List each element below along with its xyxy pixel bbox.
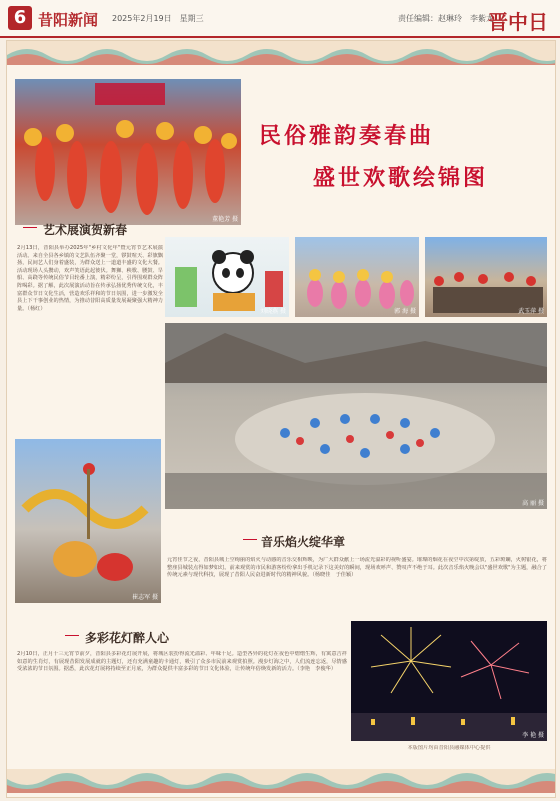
feature-frame xyxy=(6,40,556,798)
photo-credit: 高 丽 摄 xyxy=(522,500,544,507)
article-heading: 音乐焰火绽华章 xyxy=(261,535,346,549)
photo-credit: 武玉萍 摄 xyxy=(518,308,544,315)
bottom-wave-band xyxy=(7,769,555,793)
photo-credit: 李 艳 摄 xyxy=(522,732,544,739)
feature-title-line1: 民俗雅韵奏春曲 xyxy=(259,123,435,149)
section-title: 昔阳新闻 xyxy=(38,11,99,29)
masthead-logo: 晋中日 xyxy=(488,10,548,34)
page-header xyxy=(0,0,560,38)
article-body: 2月10日，正月十三元宵节前夕，昔阳县多彩花灯展开展，将城区装扮得流光溢彩、年味十足。造型各异的花灯在夜色中熠熠生辉，有寓意吉祥如意的生肖灯，有展现昔阳发展成就的主题灯，还有充满童趣的卡通灯，吸引了众多市民前来观赏拍照。漫步灯海之中，人们流连忘返，尽情感受浓浓的节日氛围。据悉，此次花灯展将持续至正月底，为群众提供丰富多彩的节日文化体验，让传统年俗焕发新的活力。（李艳 李俊华） xyxy=(17,651,347,673)
top-wave-band xyxy=(7,41,555,65)
photo-street-crowd xyxy=(425,237,547,317)
article-body: 2月13日，昔阳县举办2025年"乡村文化年"暨元宵节艺术展演活动。来自全县各乡镇的文艺队伍齐聚一堂，锣鼓喧天、彩旗飘扬，民间艺人们身着盛装，为群众送上一道道丰盛的文化大餐。活动现场人头攒动，欢声笑语此起彼伏。舞狮、秧歌、腰鼓、旱船、高跷等传统民俗节目轮番上演，精彩纷呈，引得围观群众阵阵喝彩。据了解，此次展演活动旨在传承弘扬优秀传统文化，丰富群众节日文化生活，营造欢乐祥和的节日氛围，进一步激发全县上下干事创业的热情，为推动昔阳高质量发展凝聚强大精神力量。（杨红） xyxy=(17,245,163,312)
photo-dancers xyxy=(15,79,241,225)
photo-lion-dance xyxy=(15,439,161,603)
heading-ornament xyxy=(23,227,37,236)
photo-courtyard-performance xyxy=(165,323,547,509)
photo-fireworks xyxy=(351,621,547,741)
photo-panda-lanterns xyxy=(165,237,289,317)
photo-credit: 董艳芳 摄 xyxy=(212,216,238,223)
page-number: 6 xyxy=(8,6,32,30)
article-heading: 多彩花灯醉人心 xyxy=(85,631,170,645)
article-body: 元宵佳节之夜，昔阳县城上空绚丽的焰火与动感的音乐交相辉映，为广大群众献上一场流光溢彩的视听盛宴。璀璨的烟花在夜空中次第绽放，五彩斑斓，火树银花，将整座县城装点得如梦如幻。前来观赏的市民和游客纷纷拿出手机记录下这美好的瞬间，现场欢呼声、赞叹声不绝于耳。此次音乐焰火晚会以"盛世欢歌"为主题，融合了传统元素与现代科技，展现了昔阳人民奋进新时代的精神风貌。（杨晓佳 于佳颖） xyxy=(167,557,547,579)
heading-ornament xyxy=(243,539,257,548)
photo-fan-dancers xyxy=(295,237,419,317)
photo-credit: 刘晓燕 摄 xyxy=(260,308,286,315)
issue-date: 2025年2月19日 星期三 xyxy=(112,14,204,23)
feature-title-line2: 盛世欢歌绘锦图 xyxy=(313,165,489,191)
photo-source-note: 本版图片均由昔阳县融媒体中心提供 xyxy=(407,745,491,751)
heading-ornament xyxy=(65,635,79,644)
article-heading: 艺术展演贺新春 xyxy=(43,223,128,237)
photo-credit: 郭 海 摄 xyxy=(394,308,416,315)
editor-credit: 责任编辑：赵琳玲 李紫龙 xyxy=(398,14,494,23)
photo-credit: 崔志军 摄 xyxy=(132,594,158,601)
